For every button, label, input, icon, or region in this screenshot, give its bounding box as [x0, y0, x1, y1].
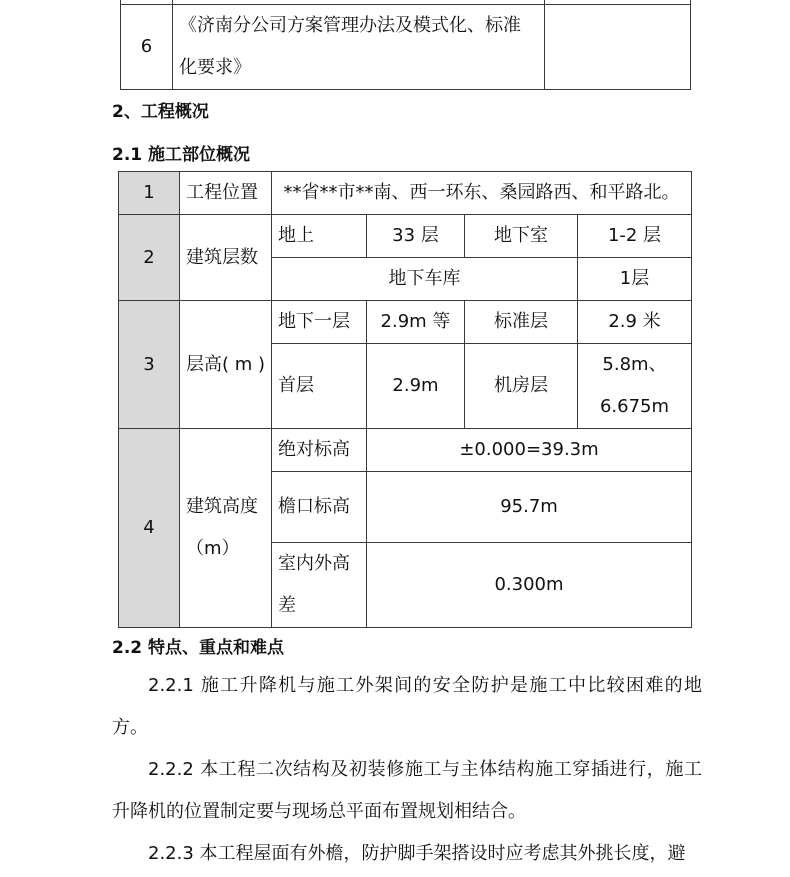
- cell-value: 5.8m、6.675m: [578, 344, 692, 429]
- cell-label: 机房层: [465, 344, 578, 429]
- cell-label: 首层: [272, 344, 367, 429]
- cell-label: 地上: [272, 215, 367, 258]
- cell-value: 0.300m: [367, 543, 692, 628]
- cell-value: 33 层: [367, 215, 465, 258]
- cell-value: 2.9m: [367, 344, 465, 429]
- paragraph-2-2-3: 2.2.3 本工程屋面有外檐，防护脚手架搭设时应考虑其外挑长度，避: [148, 843, 686, 864]
- row-number: 3: [119, 301, 180, 429]
- row-number: 4: [119, 429, 180, 628]
- cell-label: 标准层: [465, 301, 578, 344]
- location-value: **省**市**南、西一环东、桑园路西、和平路北。: [272, 172, 692, 215]
- cell-label: 室内外高差: [272, 543, 367, 628]
- cell-label: 绝对标高: [272, 429, 367, 472]
- row-label: 建筑层数: [180, 215, 272, 301]
- cell-label: 地下室: [465, 215, 578, 258]
- cell-value: 1层: [578, 258, 692, 301]
- cell-label: 檐口标高: [272, 472, 367, 543]
- row-label: 工程位置: [180, 172, 272, 215]
- empty-cell: [545, 4, 691, 89]
- row-number: 1: [119, 172, 180, 215]
- previous-table: [120, 0, 691, 90]
- cell-value: 95.7m: [367, 472, 692, 543]
- paragraph-2-2-1: 2.2.1 施工升降机与施工外架间的安全防护是施工中比较困难的地方。: [112, 675, 702, 738]
- cell-label: 地下一层: [272, 301, 367, 344]
- section-heading-2: 2、工程概况: [112, 102, 209, 122]
- row-number: 2: [119, 215, 180, 301]
- cell-value: 2.9m 等: [367, 301, 465, 344]
- section-heading-2-2: 2.2 特点、重点和难点: [112, 638, 285, 658]
- cell-value: 2.9 米: [578, 301, 692, 344]
- row-label: 建筑高度（m）: [180, 429, 272, 628]
- paragraph-2-2-2: 2.2.2 本工程二次结构及初装修施工与主体结构施工穿插进行，施工升降机的位置制定要与现场总平面布置规划相结合。: [112, 759, 702, 822]
- site-overview-table: [118, 171, 692, 628]
- document-title-cell: 《济南分公司方案管理办法及模式化、标准化要求》: [173, 4, 545, 89]
- cell-value: ±0.000=39.3m: [367, 429, 692, 472]
- section-heading-2-1: 2.1 施工部位概况: [112, 145, 251, 165]
- row-number: 6: [121, 4, 173, 89]
- cell-value: 1-2 层: [578, 215, 692, 258]
- cell-label: 地下车库: [272, 258, 578, 301]
- row-label: 层高( m ): [180, 301, 272, 429]
